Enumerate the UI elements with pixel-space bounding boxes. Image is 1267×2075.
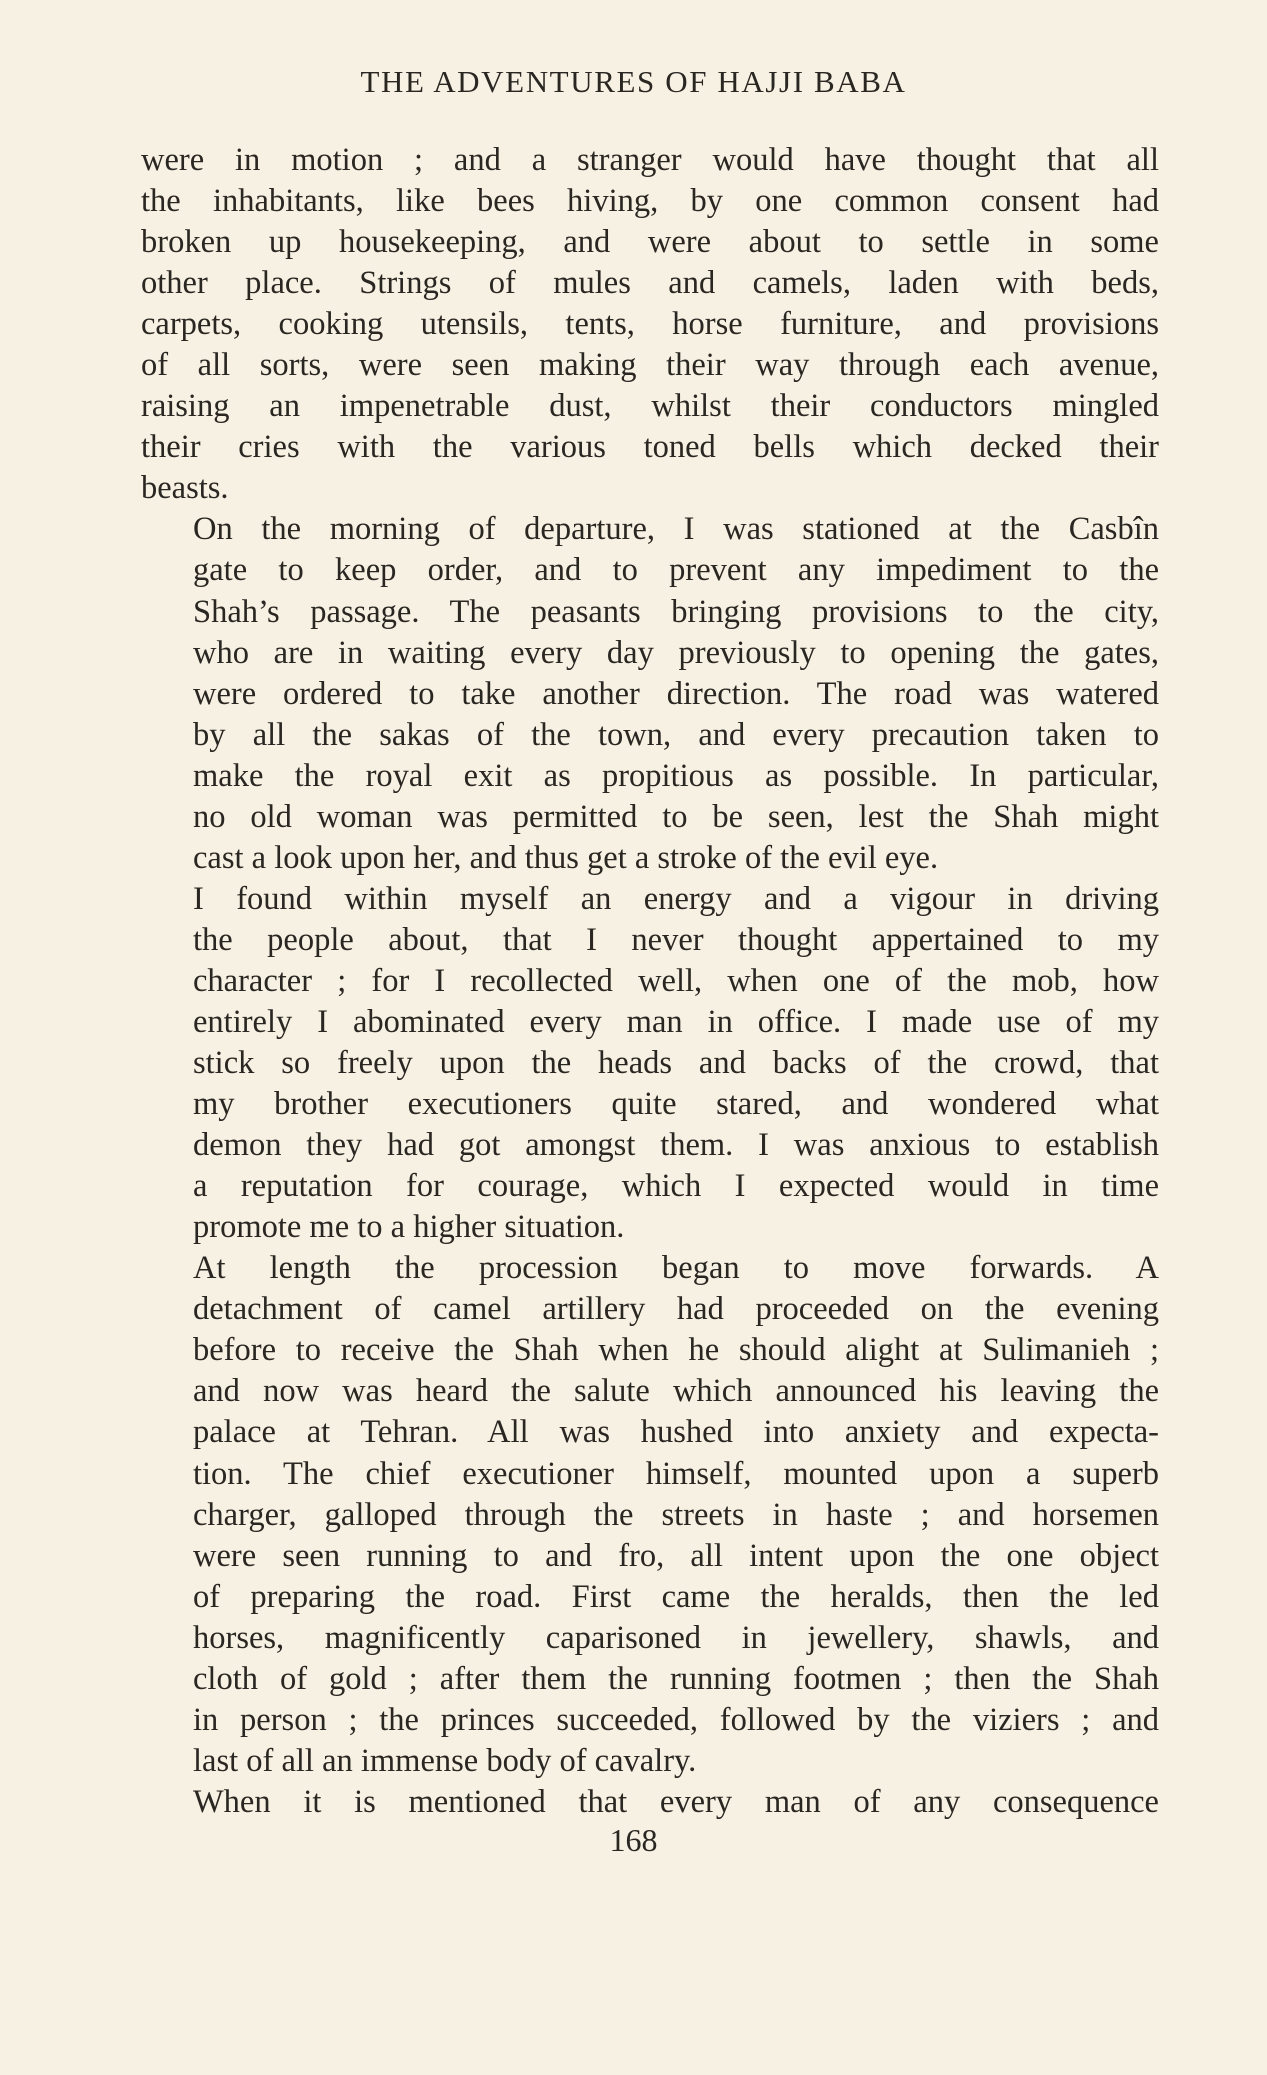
text-line: the inhabitants, like bees hiving, by one common consent had bbox=[141, 183, 1159, 220]
text-line: their cries with the various toned bells which decked their bbox=[141, 429, 1159, 466]
text-line: of preparing the road. First came the heralds, then the led bbox=[193, 1578, 1159, 1615]
text-line: broken up housekeeping, and were about to settle in some bbox=[141, 224, 1159, 261]
text-line: promote me to a higher situation. bbox=[193, 1209, 625, 1246]
text-line: my brother executioners quite stared, and wondered what bbox=[193, 1086, 1159, 1123]
text-line: demon they had got amongst them. I was anxious to establish bbox=[193, 1127, 1159, 1164]
text-line: When it is mentioned that every man of any consequence bbox=[193, 1783, 1159, 1820]
paragraph-4 bbox=[141, 1248, 1159, 1782]
text-line: and now was heard the salute which announced his leaving the bbox=[193, 1373, 1159, 1410]
text-line: charger, galloped through the streets in haste ; and horsemen bbox=[193, 1496, 1159, 1533]
text-line: detachment of camel artillery had proceeded on the evening bbox=[193, 1291, 1159, 1328]
body-text bbox=[141, 140, 1159, 1823]
text-line: of all sorts, were seen making their way through each avenue, bbox=[141, 347, 1159, 384]
text-line: who are in waiting every day previously to opening the gates, bbox=[193, 634, 1159, 671]
text-line: At length the procession began to move forwards. A bbox=[193, 1250, 1159, 1287]
text-line: by all the sakas of the town, and every precaution taken to bbox=[193, 716, 1159, 753]
page-number: 168 bbox=[609, 1822, 658, 1858]
text-line: On the morning of departure, I was stationed at the Casbîn bbox=[193, 511, 1159, 548]
text-line: no old woman was permitted to be seen, lest the Shah might bbox=[193, 798, 1159, 835]
text-line: cloth of gold ; after them the running footmen ; then the Shah bbox=[193, 1660, 1159, 1697]
text-line: Shah’s passage. The peasants bringing provisions to the city, bbox=[193, 593, 1159, 630]
text-line: palace at Tehran. All was hushed into anxiety and expecta- bbox=[193, 1414, 1159, 1451]
text-line: entirely I abominated every man in office. I made use of my bbox=[193, 1003, 1159, 1040]
text-line: cast a look upon her, and thus get a stroke of the evil eye. bbox=[193, 839, 939, 876]
text-line: beasts. bbox=[141, 470, 229, 507]
text-line: I found within myself an energy and a vigour in driving bbox=[193, 880, 1159, 917]
text-line: raising an impenetrable dust, whilst their conductors mingled bbox=[141, 388, 1159, 425]
paragraph-1 bbox=[141, 140, 1159, 509]
text-line: were seen running to and fro, all intent upon the one object bbox=[193, 1537, 1159, 1574]
text-line: other place. Strings of mules and camels, laden with beds, bbox=[141, 265, 1159, 302]
text-line: tion. The chief executioner himself, mounted upon a superb bbox=[193, 1455, 1159, 1492]
text-line: before to receive the Shah when he should alight at Sulimanieh ; bbox=[193, 1332, 1159, 1369]
text-line: a reputation for courage, which I expected would in time bbox=[193, 1168, 1159, 1205]
paragraph-2 bbox=[141, 509, 1159, 878]
text-line: gate to keep order, and to prevent any impediment to the bbox=[193, 552, 1159, 589]
text-line: were ordered to take another direction. The road was watered bbox=[193, 675, 1159, 712]
text-line: make the royal exit as propitious as possible. In particular, bbox=[193, 757, 1159, 794]
running-head: THE ADVENTURES OF HAJJI BABA bbox=[360, 64, 907, 99]
paragraph-3 bbox=[141, 879, 1159, 1248]
text-line: stick so freely upon the heads and backs of the crowd, that bbox=[193, 1045, 1159, 1082]
paragraph-5 bbox=[141, 1782, 1159, 1823]
text-line: were in motion ; and a stranger would have thought that all bbox=[141, 142, 1159, 178]
text-line: carpets, cooking utensils, tents, horse furniture, and provisions bbox=[141, 306, 1159, 343]
text-line: horses, magnificently caparisoned in jewellery, shawls, and bbox=[193, 1619, 1159, 1656]
text-line: last of all an immense body of cavalry. bbox=[193, 1742, 697, 1779]
text-line: the people about, that I never thought appertained to my bbox=[193, 921, 1159, 958]
text-line: in person ; the princes succeeded, followed by the viziers ; and bbox=[193, 1701, 1159, 1738]
text-line: character ; for I recollected well, when one of the mob, how bbox=[193, 962, 1159, 999]
